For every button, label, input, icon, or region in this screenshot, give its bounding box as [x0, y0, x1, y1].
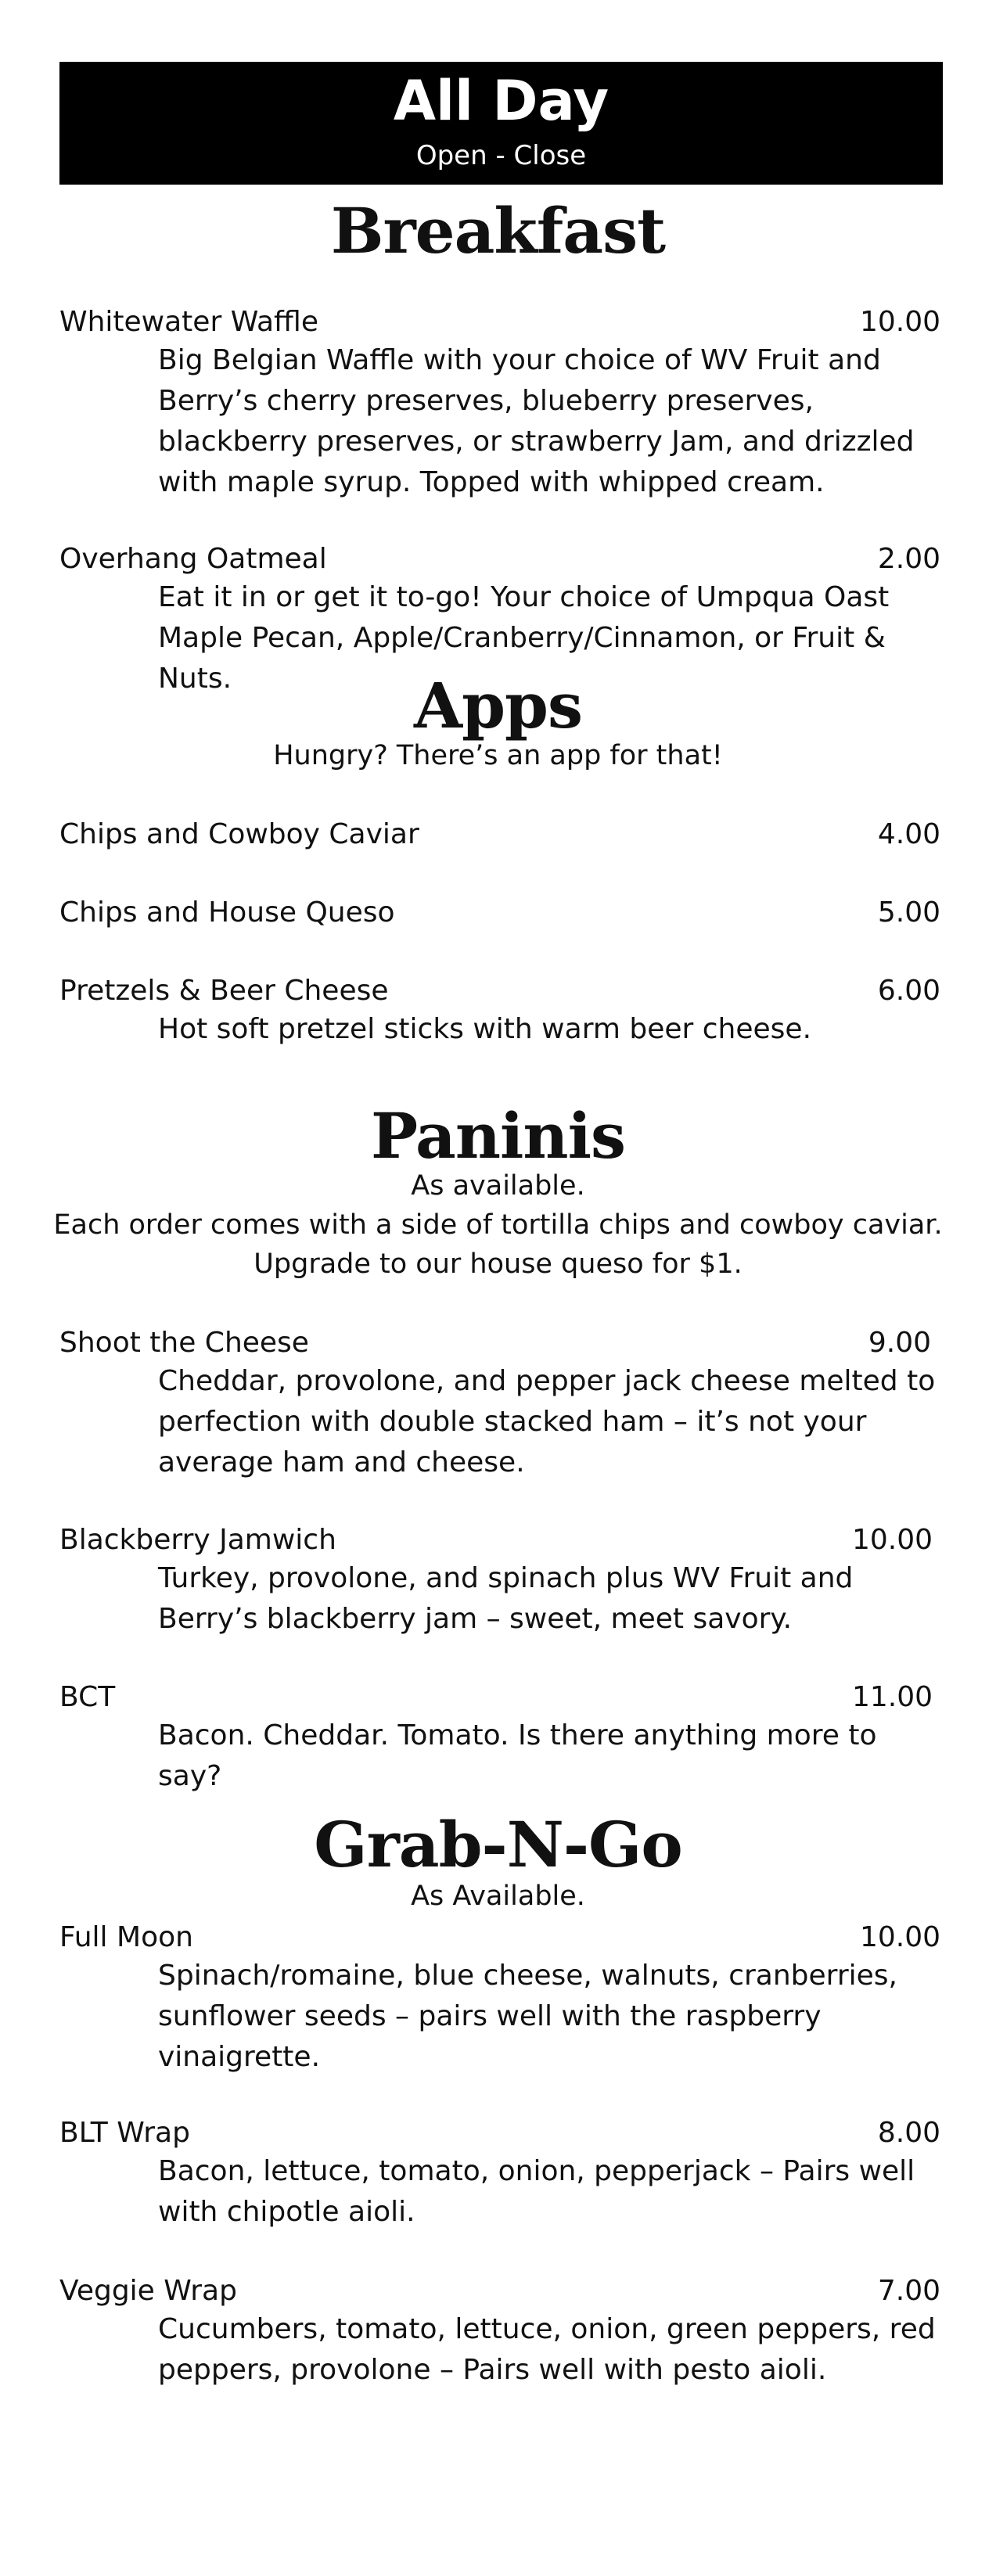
menu-item-name: Whitewater Waffle [59, 306, 318, 338]
menu-item-price: 6.00 [877, 975, 940, 1007]
menu-item-description: Cheddar, provolone, and pepper jack cheese melted to perfection with double stacked ham – it’s not your average ham and cheese. [158, 1365, 936, 1478]
menu-item-price: 5.00 [877, 896, 940, 929]
menu-item-price: 11.00 [851, 1681, 933, 1713]
menu-item-price: 10.00 [851, 1524, 933, 1556]
menu-item-description: Hot soft pretzel sticks with warm beer cheese. [158, 1013, 812, 1045]
menu-item-name: Overhang Oatmeal [59, 543, 327, 575]
paninis-heading: Paninis [371, 1099, 625, 1173]
menu-item-price: 7.00 [877, 2275, 940, 2307]
menu-item-price: 10.00 [859, 1921, 940, 1953]
menu-item-description: Bacon, lettuce, tomato, onion, pepperjack – Pairs well with chipotle aioli. [158, 2155, 915, 2228]
menu-item-description: Turkey, provolone, and spinach plus WV Fruit and Berry’s blackberry jam – sweet, meet savory. [158, 1562, 854, 1635]
hours-subtitle: Open - Close [415, 140, 587, 171]
menu-item-price: 9.00 [868, 1327, 931, 1359]
apps-tagline: Hungry? There’s an app for that! [273, 740, 723, 771]
menu-item-name: Chips and Cowboy Caviar [59, 818, 419, 850]
menu-item-price: 4.00 [877, 818, 940, 850]
menu-item-name: Veggie Wrap [59, 2275, 237, 2307]
all-day-banner [59, 62, 943, 185]
menu-item-price: 8.00 [877, 2117, 940, 2149]
paninis-upgrade-note: Upgrade to our house queso for $1. [253, 1248, 743, 1280]
menu-item-description: Eat it in or get it to-go! Your choice of Umpqua Oast Maple Pecan, Apple/Cranberry/Cinnamon, or Fruit & Nuts. [158, 581, 890, 695]
apps-heading: Apps [414, 669, 582, 742]
menu-item-name: Chips and House Queso [59, 896, 395, 929]
paninis-availability-note: As available. [411, 1170, 585, 1202]
menu-title: All Day [393, 69, 609, 133]
menu-item-name: Shoot the Cheese [59, 1327, 309, 1359]
menu-item-name: Full Moon [59, 1921, 193, 1953]
menu-item-name: BLT Wrap [59, 2117, 190, 2149]
menu-item-description: Bacon. Cheddar. Tomato. Is there anything more to say? [158, 1719, 877, 1792]
breakfast-heading: Breakfast [330, 194, 666, 268]
grab-n-go-heading: Grab-N-Go [314, 1808, 682, 1881]
paninis-side-note: Each order comes with a side of tortilla chips and cowboy caviar. [53, 1209, 943, 1241]
menu-item-name: Pretzels & Beer Cheese [59, 975, 389, 1007]
menu-item-description: Spinach/romaine, blue cheese, walnuts, cranberries, sunflower seeds – pairs well with the raspberry vinaigrette. [158, 1960, 897, 2073]
grab-n-go-note: As Available. [411, 1881, 585, 1912]
menu-item-description: Big Belgian Waffle with your choice of WV Fruit and Berry’s cherry preserves, blueberry preserves, blackberry preserves, or strawberry Jam, and drizzled with maple syrup. Topped with whipped cream. [158, 344, 915, 498]
menu-item-name: Blackberry Jamwich [59, 1524, 336, 1556]
menu-item-name: BCT [59, 1681, 116, 1713]
menu-item-price: 2.00 [877, 543, 940, 575]
menu-item-price: 10.00 [859, 306, 940, 338]
menu-item-description: Cucumbers, tomato, lettuce, onion, green peppers, red peppers, provolone – Pairs well with pesto aioli. [158, 2313, 936, 2386]
